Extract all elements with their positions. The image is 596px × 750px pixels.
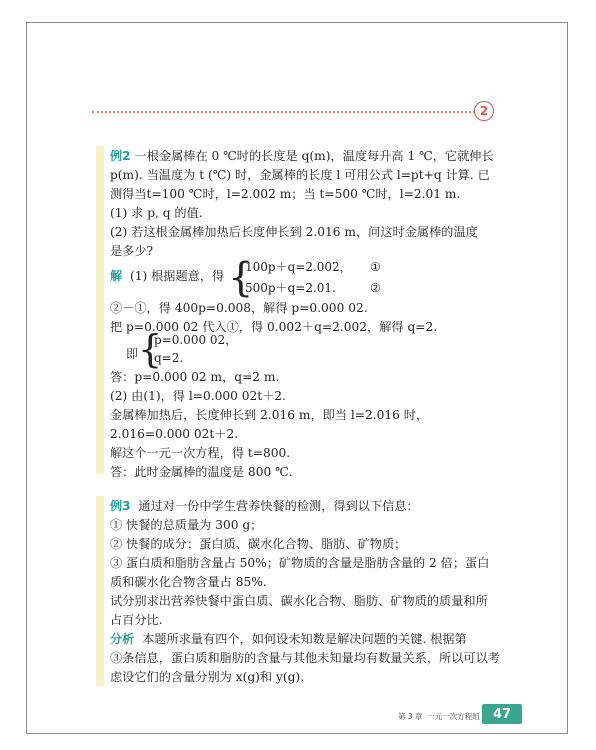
example3-item2: ② 快餐的成分：蛋白质、碳水化合物、脂肪、矿物质； bbox=[110, 537, 407, 551]
system2-eq2: q=2. bbox=[154, 351, 184, 365]
equation-2: 500p＋q=2.01. bbox=[245, 281, 336, 295]
page-number: 47 bbox=[482, 704, 522, 724]
solution-part2: (2) 由(1)，得 l=0.000 02t＋2. bbox=[110, 389, 286, 403]
analysis-line1: 分析 本题所求量有四个，如何设未知数是解决问题的关键. 根据第 bbox=[110, 632, 467, 646]
example3-task: 试分别求出营养快餐中蛋白质、碳水化合物、脂肪、矿物质的质量和所 bbox=[110, 594, 488, 608]
solution-eq3: 2.016=0.000 02t＋2. bbox=[110, 427, 239, 441]
example3-marker bbox=[96, 496, 104, 686]
solution-step1: ②－①，得 400p=0.008，解得 p=0.000 02. bbox=[110, 301, 368, 315]
solution-step2: 把 p=0.000 02 代入①，得 0.002＋q=2.002，解得 q=2. bbox=[110, 320, 438, 334]
solution-solve: 解这个一元一次方程，得 t=800. bbox=[110, 446, 291, 460]
solution-answer1: 答：p=0.000 02 m，q=2 m. bbox=[110, 370, 280, 384]
example2-line1: 例2 一根金属棒在 0 ℃时的长度是 q(m)，温度每升高 1 ℃，它就伸长 bbox=[110, 149, 494, 163]
example3-heading: 例3 bbox=[110, 499, 131, 513]
solution-intro: 解 (1) 根据题意，得 bbox=[110, 269, 225, 283]
example3-item1: ① 快餐的总质量为 300 g； bbox=[110, 518, 263, 532]
example2-marker bbox=[96, 146, 104, 474]
solution-ji: 即 bbox=[126, 347, 139, 361]
example2-line3: 测得当t=100 ℃时，l=2.002 m；当 t=500 ℃时，l=2.01 m. bbox=[110, 187, 461, 201]
example2-heading: 例2 bbox=[110, 149, 131, 163]
solution-heat: 金属棒加热后，长度伸长到 2.016 m，即当 l=2.016 时， bbox=[110, 408, 429, 422]
equation-2-number: ② bbox=[370, 281, 381, 295]
equation-1-number: ① bbox=[370, 260, 381, 274]
system1-brace: { bbox=[228, 255, 254, 301]
example3-item3-cont: 质和碳水化合物含量占 85%. bbox=[110, 575, 267, 589]
section-divider bbox=[92, 111, 475, 113]
page-frame bbox=[26, 22, 568, 734]
chapter-footer: 第 3 章 一元一次方程组 bbox=[398, 712, 480, 721]
system2-brace: { bbox=[138, 327, 163, 371]
solution-heading: 解 bbox=[110, 269, 123, 283]
system2-eq1: p=0.000 02， bbox=[154, 333, 238, 347]
analysis-line3: 虑设它们的含量分别为 x(g)和 y(g). bbox=[110, 670, 305, 684]
example2-question2: (2) 若这根金属棒加热后长度伸长到 2.016 m，问这时金属棒的温度 bbox=[110, 225, 478, 239]
example3-item3: ③ 蛋白质和脂肪含量占 50%；矿物质的含量是脂肪含量的 2 倍；蛋白 bbox=[110, 556, 490, 570]
example2-question2-cont: 是多少? bbox=[110, 244, 154, 258]
example2-line2: p(m). 当温度为 t (℃) 时，金属棒的长度 l 可用公式 l=pt+q 计算. 已 bbox=[110, 168, 490, 182]
example3-task-cont: 占百分比. bbox=[110, 613, 163, 627]
example2-question1: (1) 求 p, q 的值. bbox=[110, 206, 203, 220]
solution-answer2: 答：此时金属棒的温度是 800 ℃. bbox=[110, 465, 293, 479]
analysis-heading: 分析 bbox=[110, 632, 135, 646]
section-number-badge: 2 bbox=[474, 101, 494, 121]
example3-intro: 例3 通过对一份中学生营养快餐的检测，得到以下信息： bbox=[110, 499, 419, 513]
equation-1: 100p＋q=2.002， bbox=[245, 260, 352, 274]
analysis-line2: ③条信息，蛋白质和脂肪的含量与其他未知量均有数量关系，所以可以考 bbox=[110, 651, 500, 665]
